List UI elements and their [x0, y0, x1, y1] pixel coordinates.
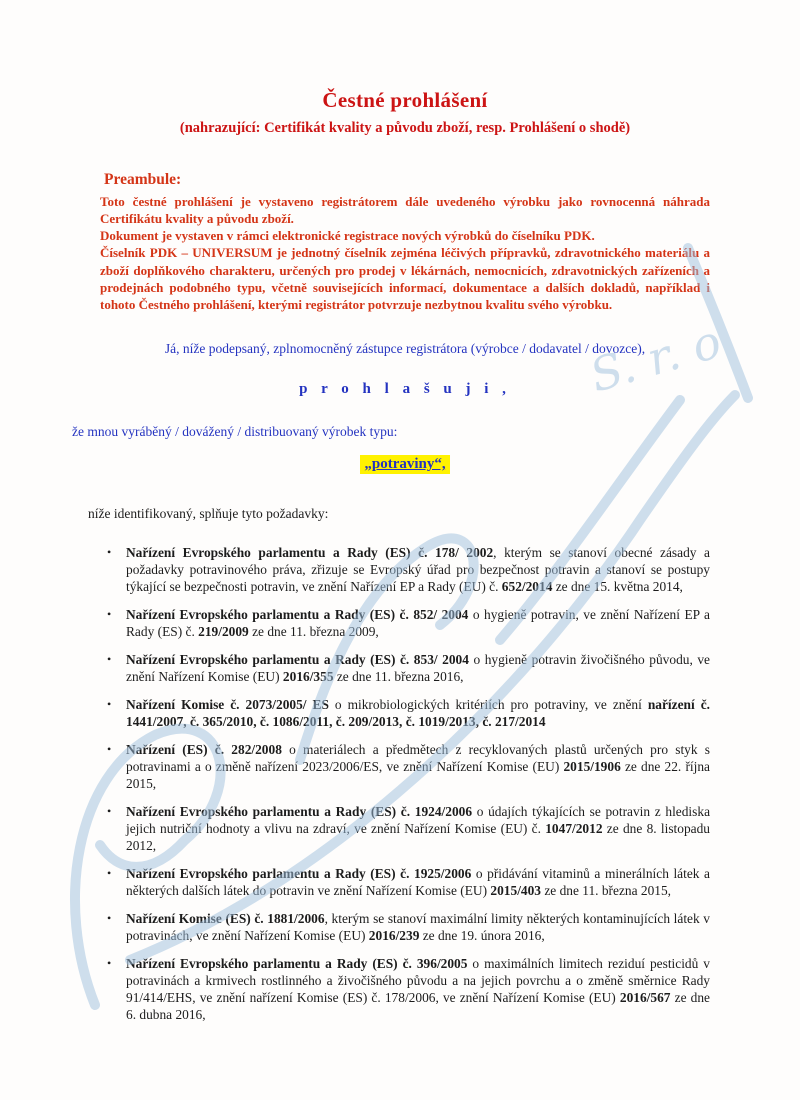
- product-type-highlighted: „potraviny“,: [360, 455, 449, 474]
- requirement-item: • Nařízení Evropského parlamentu a Rady (ES) č. 853/ 2004 o hygieně potravin živočišného původu, ve znění Nařízení Komise (EU) 2016/355 ze dne 11. března 2016,: [100, 651, 710, 685]
- preamble-paragraph: Číselník PDK – UNIVERSUM je jednotný číselník zejména léčivých přípravků, zdravotnického materiálu a zboží doplňkového charakteru, určených pro prodej v lékárnách, nemocnicích, zdravotnických zařízeních a prodejnách podobného typu, včetně souvisejících informací, dokumentace a dalších dokladů, například i tohoto Čestného prohlášení, kterými registrátor potvrzuje nezbytnou kvalitu svého výrobku.: [100, 245, 710, 312]
- requirement-item: • Nařízení Evropského parlamentu a Rady (ES) č. 178/ 2002, kterým se stanoví obecné zásady a požadavky potravinového práva, zřizuje se Evropský úřad pro bezpečnost potravin a stanoví se postupy týkající se bezpečnosti potravin, ve znění Nařízení EP a Rady (EU) č. 652/2014 ze dne 15. května 2014,: [100, 544, 710, 595]
- declare-word: p r o h l a š u j i ,: [299, 381, 511, 398]
- preamble-paragraphs: [100, 193, 710, 313]
- requirements-intro: níže identifikovaný, splňuje tyto požadavky:: [88, 506, 329, 522]
- requirement-item: • Nařízení Evropského parlamentu a Rady (ES) č. 1924/2006 o údajích týkajících se potravin z hlediska jejich nutriční hodnoty a vlivu na zdraví, ve znění Nařízení Komise (EU) č. 1047/2012 ze dne 8. listopadu 2012,: [100, 803, 710, 854]
- product-type-line: že mnou vyráběný / dovážený / distribuovaný výrobek typu:: [72, 424, 398, 440]
- requirement-item: • Nařízení Evropského parlamentu a Rady (ES) č. 852/ 2004 o hygieně potravin, ve znění Nařízení EP a Rady (ES) č. 219/2009 ze dne 11. března 2009,: [100, 606, 710, 640]
- declarant-line: Já, níže podepsaný, zplnomocněný zástupce registrátora (výrobce / dodavatel / dovozce),: [164, 341, 646, 357]
- requirement-item: • Nařízení Evropského parlamentu a Rady (ES) č. 396/2005 o maximálních limitech reziduí pesticidů v potravinách a krmivech rostlinného a živočišného původu a na jejich povrchu a o změně směrnice Rady 91/414/EHS, ve znění nařízení Komise (ES) č. 178/2006, ve znění Nařízení Komise (EU) 2016/567 ze dne 6. dubna 2016,: [100, 955, 710, 1023]
- requirement-item: • Nařízení Evropského parlamentu a Rady (ES) č. 1925/2006 o přidávání vitaminů a minerálních látek a některých dalších látek do potravin ve znění Nařízení Komise (EU) 2015/403 ze dne 11. března 2015,: [100, 865, 710, 899]
- requirements-list: [100, 544, 710, 1023]
- requirement-item: • Nařízení Komise č. 2073/2005/ ES o mikrobiologických kritériích pro potraviny, ve znění nařízení č. 1441/2007, č. 365/2010, č. 1086/2011, č. 209/2013, č. 1019/2013, č. 217/2014: [100, 696, 710, 730]
- preamble-heading: Preambule:: [104, 171, 182, 188]
- requirement-item: • Nařízení (ES) č. 282/2008 o materiálech a předmětech z recyklovaných plastů určených pro styk s potravinami a o změně nařízení 2023/2006/ES, ve znění Nařízení Komise (EU) 2015/1906 ze dne 22. října 2015,: [100, 741, 710, 792]
- document-subtitle: (nahrazující: Certifikát kvality a původu zboží, resp. Prohlášení o shodě): [179, 120, 631, 136]
- document-title: Čestné prohlášení: [322, 88, 488, 112]
- preamble-paragraph: Dokument je vystaven v rámci elektronické registrace nových výrobků do číselníku PDK.: [100, 228, 595, 244]
- preamble-paragraph: Toto čestné prohlášení je vystaveno registrátorem dále uvedeného výrobku jako rovnocenná náhrada Certifikátu kvality a původu zboží.: [100, 194, 710, 227]
- requirement-item: • Nařízení Komise (ES) č. 1881/2006, kterým se stanoví maximální limity některých kontaminujících látek v potravinách, ve znění Nařízení Komise (EU) 2016/239 ze dne 19. února 2016,: [100, 910, 710, 944]
- product-type-wrap: [100, 455, 710, 474]
- watermark-text: S. r. o.: [584, 310, 741, 403]
